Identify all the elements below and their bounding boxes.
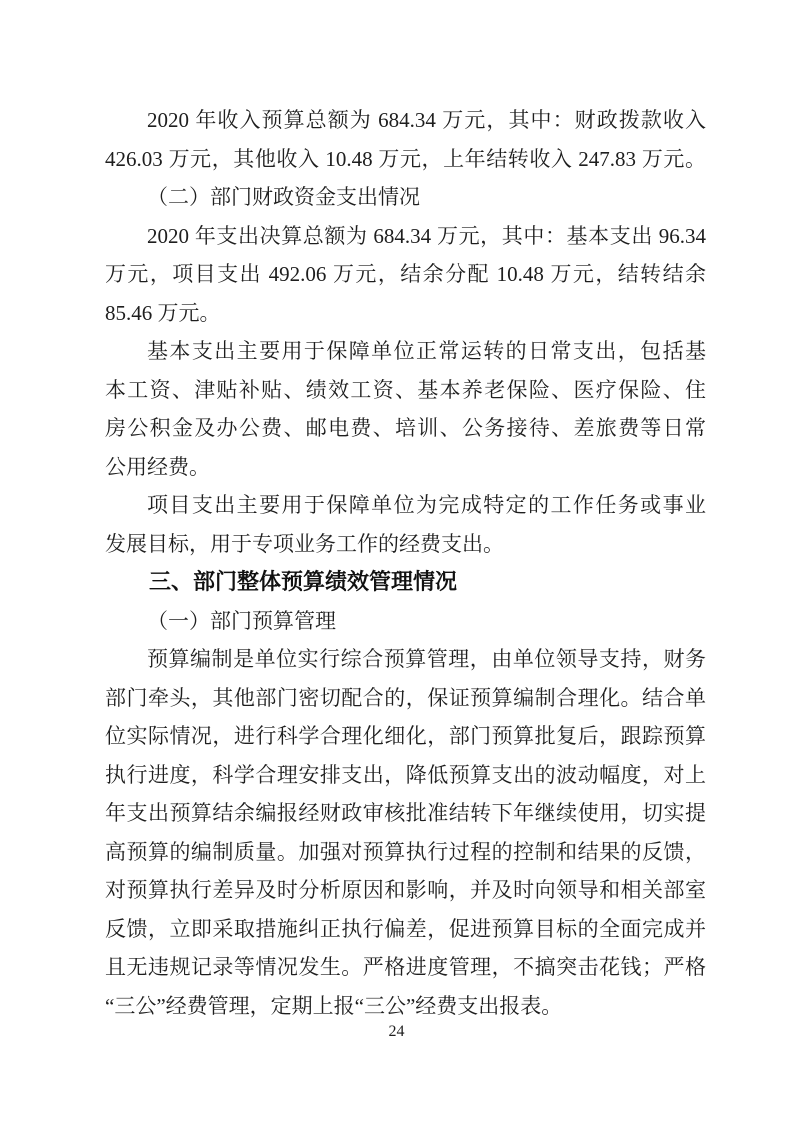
- body-line: 位实际情况，进行科学合理化细化，部门预算批复后，跟踪预算: [105, 724, 706, 748]
- section-heading-3: 三、部门整体预算绩效管理情况: [149, 569, 458, 594]
- body-line: 2020 年收入预算总额为 684.34 万元，其中：财政拨款收入: [147, 108, 706, 132]
- body-line: 85.46 万元。: [105, 300, 221, 325]
- page-number: 24: [388, 1023, 405, 1040]
- body-line: 高预算的编制质量。加强对预算执行过程的控制和结果的反馈，: [105, 839, 706, 864]
- body-line: 基本支出主要用于保障单位正常运转的日常支出，包括基: [147, 339, 706, 363]
- body-line: “三公”经费管理，定期上报“三公”经费支出报表。: [105, 993, 563, 1018]
- body-line: 部门牵头，其他部门密切配合的，保证预算编制合理化。结合单: [105, 685, 706, 710]
- body-line: 项目支出主要用于保障单位为完成特定的工作任务或事业: [147, 493, 706, 517]
- body-line: 2020 年支出决算总额为 684.34 万元，其中：基本支出 96.34: [147, 223, 706, 248]
- body-line: 房公积金及办公费、邮电费、培训、公务接待、差旅费等日常: [105, 416, 706, 440]
- body-line: 公用经费。: [105, 454, 210, 479]
- body-line: 且无违规记录等情况发生。严格进度管理，不搞突击花钱；严格: [105, 955, 706, 979]
- body-line: 年支出预算结余编报经财政审核批准结转下年继续使用，切实提: [105, 801, 706, 825]
- body-line: 执行进度，科学合理安排支出，降低预算支出的波动幅度，对上: [105, 762, 706, 787]
- subsection-heading-1: （一）部门预算管理: [147, 608, 336, 633]
- body-line: 反馈，立即采取措施纠正执行偏差，促进预算目标的全面完成并: [105, 916, 706, 941]
- body-line: 发展目标，用于专项业务工作的经费支出。: [105, 531, 504, 556]
- text-block: [105, 101, 706, 1025]
- subsection-heading-2: （二）部门财政资金支出情况: [147, 185, 420, 209]
- body-line: 本工资、津贴补贴、绩效工资、基本养老保险、医疗保险、住: [105, 377, 706, 402]
- body-line: 预算编制是单位实行综合预算管理，由单位领导支持，财务: [147, 647, 706, 671]
- body-line: 对预算执行差异及时分析原因和影响，并及时向领导和相关部室: [105, 878, 706, 902]
- body-line: 万元，项目支出 492.06 万元，结余分配 10.48 万元，结转结余: [105, 262, 706, 286]
- body-line: 426.03 万元，其他收入 10.48 万元，上年结转收入 247.83 万元。: [105, 146, 706, 171]
